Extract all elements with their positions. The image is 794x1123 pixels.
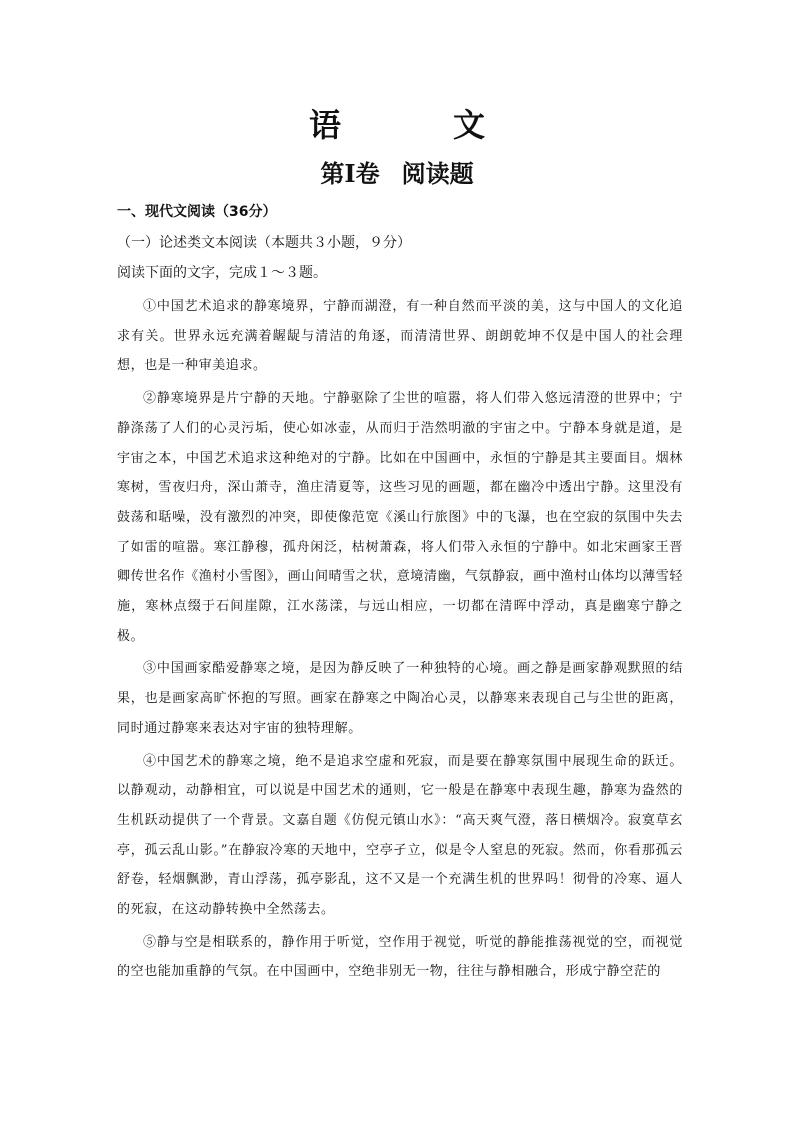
reading-instruction: 阅读下面的文字，完成１～３题。	[117, 265, 327, 281]
passage-body	[117, 292, 683, 990]
volume-title	[0, 155, 794, 193]
paragraph-5: ⑤静与空是相联系的，静作用于听觉，空作用于视觉，听觉的静能推荡视觉的空，而视觉的空也能加重静的气氛。在中国画中，空绝非别无一物，往往与静相融合，形成宁静空茫的	[117, 934, 683, 980]
volume-number: 第Ⅰ卷	[320, 159, 380, 188]
paragraph-1: ①中国艺术追求的静寒境界，宁静而湖澄，有一种自然而平淡的美，这与中国人的文化追求有关。世界永远充满着龌龊与清洁的角逐，而清清世界、朗朗乾坤不仅是中国人的社会理想，也是一种审美追求。	[117, 299, 683, 374]
paragraph-2: ②静寒境界是片宁静的天地。宁静驱除了尘世的喧嚣，将人们带入悠远清澄的世界中；宁静涤荡了人们的心灵污垢，使心如冰壶，从而归于浩然明澈的宇宙之中。宁静本身就是道，是宇宙之本，中国艺术追求这种绝对的宁静。比如在中国画中，永恒的宁静是其主要面目。烟林寒树，雪夜归舟，深山萧寺，渔庄清夏等，这些习见的画题，都在幽冷中透出宁静。这里没有鼓荡和聒噪，没有激烈的冲突，即使像范宽《溪山行旅图》中的飞瀑，也在空寂的氛围中失去了如雷的喧嚣。寒江静穆，孤舟闲泛，枯树萧森，将人们带入永恒的宁静中。如北宋画家王晋卿传世名作《渔村小雪图》，画山间晴雪之状，意境清幽，气氛静寂，画中渔村山体均以薄雪轻施，寒林点缀于石间崖隙，江水荡漾，与远山相应，一切都在清晖中浮动，真是幽寒宁静之极。	[117, 391, 683, 644]
paragraph-3: ③中国画家酷爱静寒之境，是因为静反映了一种独特的心境。画之静是画家静观默照的结果，也是画家高旷怀抱的写照。画家在静寒之中陶冶心灵，以静寒来表现自己与尘世的距离，同时通过静寒来表达对宇宙的独特理解。	[117, 661, 683, 736]
sub-section-heading: （一）论述类文本阅读（本题共３小题，９分）	[117, 235, 411, 251]
paragraph-4: ④中国艺术的静寒之境，绝不是追求空虚和死寂，而是要在静寒氛围中展现生命的跃迁。以静观动，动静相宜，可以说是中国艺术的通则，它一般是在静寒中表现生趣，静寒为盎然的生机跃动提供了一个背景。文嘉自题《仿倪元镇山水》：“高天爽气澄，落日横烟冷。寂寞草玄亭，孤云乱山影。”在静寂冷寒的天地中，空亭孑立，似是令人窒息的死寂。然而，你看那孤云舒卷，轻烟飘渺，青山浮荡，孤亭影乱，这不又是一个充满生机的世界吗！彻骨的冷寒、逼人的死寂，在这动静转换中全然荡去。	[117, 753, 683, 918]
volume-name: 阅读题	[401, 159, 474, 188]
section-heading: 一、现代文阅读（36分）	[117, 204, 277, 220]
page-title: 语 文	[308, 106, 525, 144]
